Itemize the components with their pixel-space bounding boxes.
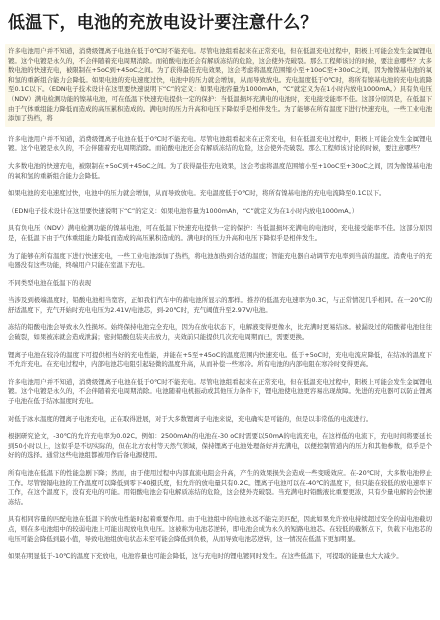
article-paragraph: 为了能够在所有温度下进行快速充电，一些工业电池添加了热档，将电池加热到合适的温度；智能充电器自动调节充电率到当前的温度。消费电子的充电器没有这些功能，终端用户只能在室温下充电。 xyxy=(8,251,432,270)
article-summary: 许多电池用户并不知道，消费级锂离子电池在低于0℃时不能充电。尽管电池组看起来在正常充电，但在低温充电过程中，阳极上可能会发生金属锂电镀。这个电镀是永久的，不会伴随着充电周期消除。而铂酸电池还会有解质冻结的危险，这会使外壳破裂。那么工程师该讨的时候，要注意哪些？大多数电池的快速充电，被限制在+5oC到+45oC之间。为了获得最佳充电效果，这会考虑将温度范围缩小至+10oC至+30oC之间，因为像镍基电池的氧和氢的重新组合能力会降低。如果电池的充电速度过快，电池中的压力就会增加，从而导致放电。充电温度低于0℃时，将所有镍基电池的充电电流降至0.1C以下。（EDN电子技术设计在这里要快速说明下“C”的定义：如果电池容量为1000mAh，“C”就定义为在1小时内放电1000mA。）具有负电压（NDV）满电检测功能的镍基电池，可在低温下快速充电提供一定的保护：当低温损坏充满电的电池时，充电接受能率不佳。这部分原因是，在低温下由于气体重组能力降低而造成的高压累积造成的。满电时的压力升高和电压下降似乎是相伴发生。为了能够在所有温度下进行快速充电，一些工业电池添加了热档，将 xyxy=(5,44,435,127)
article-paragraph: 当涉及到极端温度时，铅酸电池相当宽容，正如我们汽车中的蓄电池所显示的那样。推荐的低温充电速率为0.3C，与正常情况几乎相同。在一20℃的舒适温度下，充气开始时充电电压为2.41V/电池芯，到-20℃时，充气阈值升至2.97V/电池。 xyxy=(8,296,432,314)
article-paragraph: 对低于冰水温度的锂离子电池充电，正在取得进展，对于大多数锂离子电池来说，充电确实是可能的，但是以非常低的电流进行。 xyxy=(8,414,373,423)
article-paragraph: 大多数电池的快速充电，被限制在+5oC到+45oC之间。为了获得最佳充电效果，这会考虑将温度范围缩小至+10oC至+30oC之间，因为像镍基电池的氧和氢的重新组合能力会降低。 xyxy=(8,161,432,180)
article-paragraph: 锂离子电池在较冷的温度下可提供相当好的充电性能，并能在+5至+45oC的温度范围内快速充电。低于+5oC时，充电电流应降低，在结冰的温度下不允许充电。在充电过程中，内部电池芯电阻引起轻微的温度升高，从而补偿一些寒冷。所有电池的内部电阻在寒冷时变得更高。 xyxy=(8,350,432,369)
article-paragraph: 冻结的铅酸电池会导致永久性损坏。始终保持电池完全充电，因为在放电状态下，电解液变得更像水，比充满时更易结冰。被漏设过的铅酸蓄电池往往会破裂，如果被冻就会造成泄漏；密封铅酸包装夹击放力，夹效前只能提供几次充电周期而已，需要更换。 xyxy=(8,323,432,342)
article-paragraph: 如果电池的充电速度过快，电池中的压力就会增加，从而导致放电。充电温度低于0℃时，将所有镍基电池的充电电流降至0.1C以下。 xyxy=(8,189,386,198)
article-paragraph: 具有负电压（NDV）满电检测功能的镍基电池，可在低温下快速充电提供一定的保护：当低温损坏充满电的电池时，充电接受能率不佳。这部分原因是，在低温下由于气体重组能力降低而造成的高压累积造成的。满电时的压力升高和电压下降似乎是相伴发生。 xyxy=(8,224,432,242)
article-paragraph: 许多电池用户并不知道，消费级锂离子电池在低于0℃时不能充电。尽管电池组看起来在正常充电，但在低温充电过程中，阳极上可能会发生金属锂电镀。这个电镀是永久的，不会伴随着充电周期消除。电池随着电机振动或其他压力条件下，锂电池使电池更容易出现故障。先进的充电器可以防止锂离子电池在低于结冰温度时充电。 xyxy=(8,377,432,406)
article-section-heading: 不同类型电池在低温下的表现 xyxy=(8,278,92,287)
article-paragraph: 具有相同容量的匹配电池在低温下的放电性能时起着重要作用。由于电池组中的电池永远不能完美匹配，因此如果允许放电持续超过安全的弱电池截切点，则在多电池组中的较弱电池上可能出现放电负电压。这被称为电池芯逆转，即电池会成为永久的短路电池芯。在较低的截断点下，负载下电池芯的电压可能会降低到最小值，导致电池组放电状态未至可能会降低到负极，从而导致电池芯逆转，这一情况在低温下更加明显。 xyxy=(8,515,432,543)
article-title: 低温下，电池的充放电设计要注意什么？ xyxy=(8,13,318,33)
article-paragraph: 如果在明显低于-10℃的温度下充放电，电池容量也可能会降低，这与充电时的锂电镀同时发生。在这些低温下，可提取的能量也大大减少。 xyxy=(8,552,403,561)
article-paragraph: 许多电池用户并不知道，消费级锂离子电池在低于0℃时不能充电。尽管电池组看起来在正常充电，但在低温充电过程中，阳极上可能会发生金属锂电镀。这个电镀是永久的，不会伴随着充电周期消除。而铂酸电池还会有解质冻结的危险，这会使外壳破裂。那么工程师该讨论的时候，要注意哪些？ xyxy=(8,134,432,153)
article-paragraph: （EDN电子技术设计在这里要快速说明下“C”的定义：如果电池容量为1000mAh，“C”就定义为在1小时内放电1000mA。） xyxy=(8,206,359,215)
article-paragraph: 根据研究论文，-30℃的允许充电率为0.02C。例如：2500mAh的电池在-30 oC时需要以50mA的电流充电，在这样低的电流下，充电时间将要延长到50小时以上，这似乎是不切实际的，但在北方农村等天然气领域，保持锂离子电池处理备好并充满电，以便控制管道内的压力和其他参数，似乎是个好的的选择。通常这些电池组都被用作后备电源使用。 xyxy=(8,432,432,460)
article-paragraph: 所有电池在低温下的性能急剧下降；然而，由于使用过程中内部直流电阻会升高，产生的效果损失会造成一些变暖效应。在-20℃时，大多数电池停止工作。尽管镍镉电池的工作温度可以降低到零下40摄氏度，但允许的放电量只有0.2C。锂离子电池可以在-40℃的温度下，但只能在较低的放电速率下工作，在这个温度下，没有充电的可能。用铅酸电池会有电解质冻结的危险，这会使外壳破裂。当充满电时铅酸液比重要更浓，只有少量电解的会快速冻结。 xyxy=(8,469,432,506)
